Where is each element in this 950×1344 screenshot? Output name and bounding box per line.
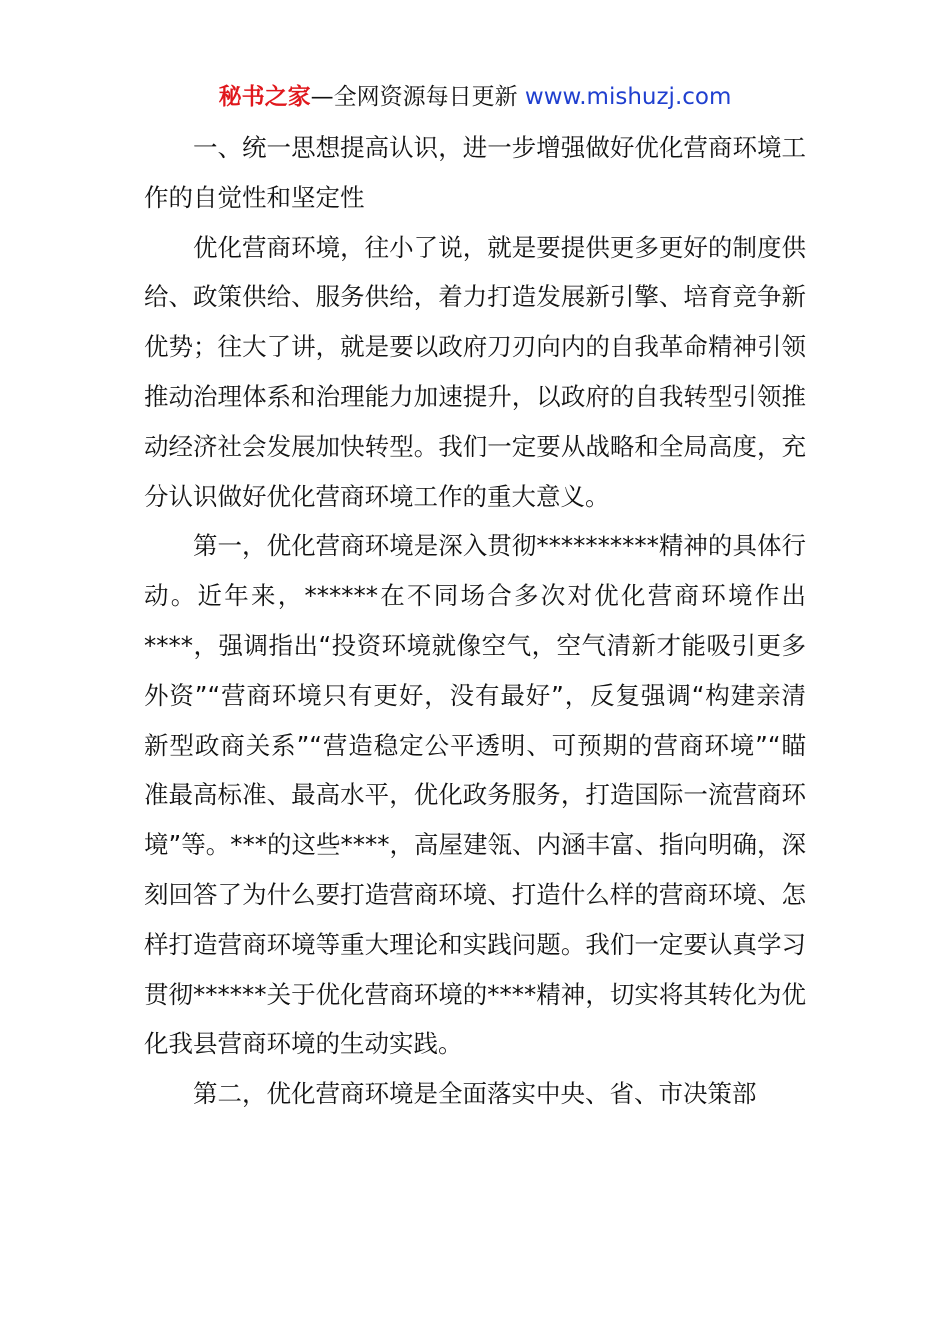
paragraph: 第一，优化营商环境是深入贯彻**********精神的具体行动。近年来，******在不同场合多次对优化营商环境作出****，强调指出“投资环境就像空气，空气清新才能吸引更多外资”“营商环境只有更好，没有最好”，反复强调“构建亲清新型政商关系”“营造稳定公平透明、可预期的营商环境”“瞄准最高标准、最高水平，优化政务服务，打造国际一流营商环境”等。***的这些****，高屋建瓴、内涵丰富、指向明确，深刻回答了为什么要打造营商环境、打造什么样的营商环境、怎样打造营商环境等重大理论和实践问题。我们一定要认真学习贯彻******关于优化营商环境的****精神，切实将其转化为优化我县营商环境的生动实践。 <box>144 531 806 1059</box>
brand-name: 秘书之家 <box>218 84 311 110</box>
paragraph: 第二，优化营商环境是全面落实中央、省、市决策部 <box>193 1079 757 1109</box>
site-header <box>0 80 950 114</box>
site-url-link[interactable]: www.mishuzj.com <box>524 84 732 110</box>
paragraph: 优化营商环境，往小了说，就是要提供更多更好的制度供给、政策供给、服务供给，着力打造发展新引擎、培育竞争新优势；往大了讲，就是要以政府刀刃向内的自我革命精神引领推动治理体系和治理能力加速提升，以政府的自我转型引领推动经济社会发展加快转型。我们一定要从战略和全局高度，充分认识做好优化营商环境工作的重大意义。 <box>144 232 806 511</box>
document-body <box>144 123 806 1119</box>
header-tagline: —全网资源每日更新 <box>310 84 525 110</box>
section-heading: 一、统一思想提高认识，进一步增强做好优化营商环境工作的自觉性和坚定性 <box>144 133 806 212</box>
